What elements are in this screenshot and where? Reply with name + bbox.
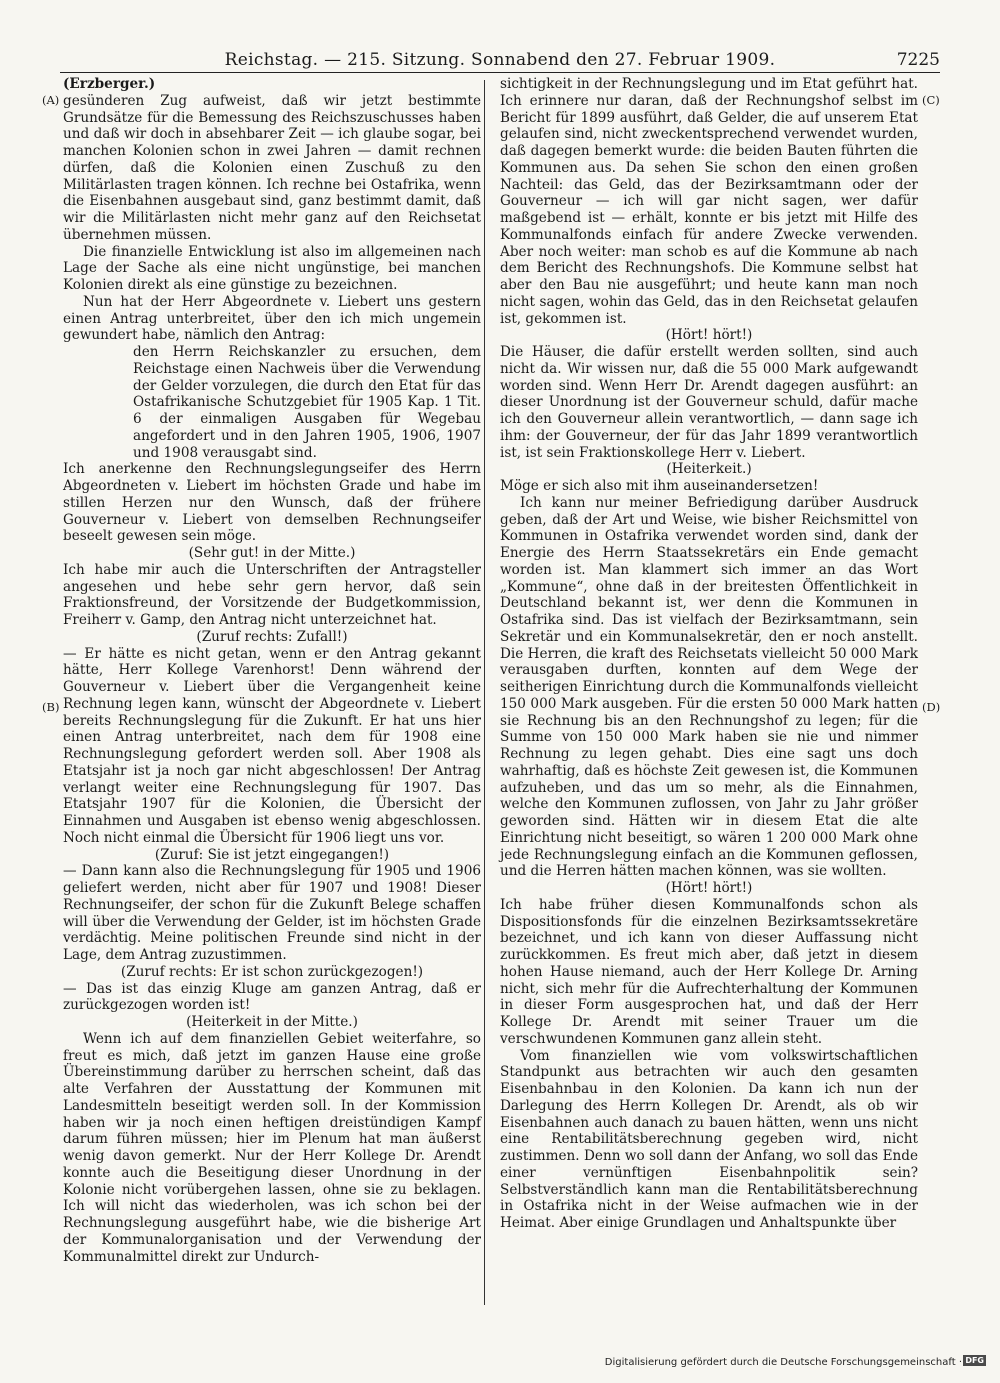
running-header	[60, 48, 940, 73]
digitization-credit: Digitalisierung gefördert durch die Deutsche Forschungsgemeinschaft ·	[604, 1357, 962, 1368]
column-divider	[484, 80, 485, 1305]
interjection: (Hört! hört!)	[665, 880, 753, 896]
paragraph: Nun hat der Herr Abgeordnete v. Liebert uns gestern einen Antrag unterbreitet, über den ich mich ungemein gewundert habe, nämlich den Antrag:	[63, 293, 481, 344]
paragraph: Die finanzielle Entwicklung ist also im allgemeinen nach Lage der Sache als eine nicht ungünstige, bei manchen Kolonien direkt als eine günstige zu bezeichnen.	[63, 243, 481, 293]
interjection: (Heiterkeit in der Mitte.)	[186, 1014, 358, 1030]
paragraph: Ich habe mir auch die Unterschriften der Antragsteller angesehen und hebe sehr gern hervor, daß sein Fraktionsfreund, der Vorsitzende der Budgetkommission, Freiherr v. Gamp, den Antrag nicht unterzeichnet hat.	[63, 561, 481, 628]
interjection: (Zuruf rechts: Zufall!)	[196, 628, 348, 645]
page-number: 7225	[896, 50, 940, 70]
interjection: (Heiterkeit.)	[666, 461, 752, 478]
paragraph: — Dann kann also die Rechnungslegung für 1905 und 1906 geliefert werden, nicht aber für 1907 und 1908! Dieser Rechnungseifer, der schon für die Zukunft Belege schaffen will über die Verwendung der Gelder, ist im höchsten Grade verdächtig. Meine politischen Freunde sind nicht in der Lage, dem Antrag zuzustimmen.	[63, 863, 481, 963]
paragraph: Möge er sich also mit ihm auseinandersetzen!	[500, 478, 819, 494]
interjection: (Zuruf rechts: Er ist schon zurückgezogen!)	[120, 963, 424, 980]
paragraph: Ich anerkenne den Rechnungslegungseifer des Herrn Abgeordneten v. Liebert im höchsten Grade und habe im stillen Herzen nur den Wunsch, daß der frühere Gouverneur v. Liebert von demselben Rechnungseifer beseelt gewesen sein möge.	[63, 461, 481, 545]
paragraph: Ich habe früher diesen Kommunalfonds schon als Dispositionsfonds für die einzelnen Bezirksamtssekretäre bezeichnet, und ich kann von dieser Auffassung nicht zurückkommen. Es freut mich aber, daß jetzt in diesem hohen Hause niemand, auch der Herr Kollege Dr. Arning nicht, sich mehr für die Aufrechterhaltung der Kommunen in dieser Form ausgesprochen hat, und daß der Herr Kollege Dr. Arendt mit seiner Trauer um die verschwundenen Kommunen ganz allein steht.	[500, 896, 918, 1047]
interjection: (Hört! hört!)	[665, 327, 753, 344]
paragraph: — Er hätte es nicht getan, wenn er den Antrag gekannt hätte, Herr Kollege Varenhorst! Denn während der Gouverneur v. Liebert über die Vergangenheit keine Rechnung legen kann, wünscht der Abgeordnete v. Liebert bereits Rechnungslegung für die Zukunft. Er hat uns hier einen Antrag unterbreitet, nach dem für 1908 eine Rechnungslegung gefordert werden soll. Aber 1908 als Etatsjahr ist ja noch gar nicht abgeschlossen! Der Antrag verlangt weiter eine Rechnungslegung für 1907. Das Etatsjahr 1907 für die Kolonien, die Übersicht der Einnahmen und Ausgaben ist ebenso wenig abgeschlossen. Noch nicht einmal die Übersicht für 1906 liegt uns vor.	[63, 645, 481, 846]
margin-marker-d: (D)	[922, 700, 941, 714]
paragraph: gesünderen Zug aufweist, daß wir jetzt bestimmte Grundsätze für die Bemessung des Reichszuschusses haben und daß wir doch in absehbarer Zeit — ich glaube sogar, bei manchen Kolonien schon in zwei Jahren — damit rechnen dürfen, daß die Kolonien einen Zuschuß zu den Militärlasten tragen können. Ich rechne bei Ostafrika, wenn die Eisenbahnen ausgebaut sind, ganz bestimmt damit, daß wir die Militärlasten nicht mehr ganz auf den Reichsetat übernehmen müssen.	[63, 92, 481, 243]
dfg-logo: DFG	[965, 1356, 984, 1365]
paragraph: Die Häuser, die dafür erstellt werden sollten, sind auch nicht da. Wir wissen nur, daß die 55 000 Mark aufgewandt worden sind. Wenn Herr Dr. Arendt dagegen ausführt: an dieser Unordnung ist der Gouverneur schuld, dafür mache ich den Gouverneur allein verantwortlich, — dann sage ich ihm: der Gouverneur, der für das Jahr 1899 verantwortlich ist, ist sein Fraktionskollege Herr v. Liebert.	[500, 344, 918, 461]
paragraph: sichtigkeit in der Rechnungslegung und im Etat geführt hat. Ich erinnere nur daran, daß der Rechnungshof selbst im Bericht für 1899 ausführt, daß Gelder, die auf unserem Etat gelaufen sind, nicht zweckentsprechend verwendet wurden, daß dagegen bemerkt wurde: die beiden Bauten führten die Kommunen aus. Da sehen Sie schon den einen großen Nachteil: das Geld, das der Bezirksamtmann oder der Gouverneur — ich will gar nicht sagen, wer dafür maßgebend ist — erhält, konnte er bis jetzt mit Hilfe des Kommunalfonds einfach für andere Zwecke verwenden. Aber noch weiter: man schob es auf die Kommune ab nach dem Bericht des Rechnungshofs. Die Kommune selbst hat aber den Bau nie ausgeführt; und heute kann man noch nicht sagen, wohin das Geld, das in den Reichsetat gelaufen ist, gekommen ist.	[500, 76, 918, 327]
running-title: Reichstag. — 215. Sitzung. Sonnabend den 27. Februar 1909.	[224, 50, 776, 70]
left-column	[63, 76, 481, 1265]
paragraph: — Das ist das einzig Kluge am ganzen Antrag, daß er zurückgezogen worden ist!	[63, 980, 481, 1014]
margin-marker-c: (C)	[922, 93, 940, 107]
right-column	[500, 76, 918, 1232]
paragraph: Vom finanziellen wie vom volkswirtschaftlichen Standpunkt aus betrachten wir auch den gesamten Eisenbahnbau in den Kolonien. Da kann ich nun der Darlegung des Herrn Kollegen Dr. Arendt, als ob wir Eisenbahnen auch danach zu bauen hätten, wenn uns nicht eine Rentabilitätsberechnung gegeben wird, nicht zustimmen. Denn wo soll dann der Anfang, wo soll das Ende einer vernünftigen Eisenbahnpolitik sein? Selbstverständlich kann man die Rentabilitätsberechnung in Ostafrika nicht in der Weise aufmachen wie in der Heimat. Aber einige Grundlagen und Anhaltspunkte über	[500, 1047, 918, 1231]
paragraph: Ich kann nur meiner Befriedigung darüber Ausdruck geben, daß der Art und Weise, wie bisher Reichsmittel von Kommunen in Ostafrika verwendet worden sind, dank der Energie des Herrn Staatssekretärs ein Ende gemacht worden ist. Man klammert sich immer an das Wort „Kommune“, ohne daß in der breitesten Öffentlichkeit in Deutschland bekannt ist, wer denn die Kommunen in Ostafrika sind. Das ist vielfach der Bezirksamtmann, sein Sekretär und ein Kommunalsekretär, den er noch anstellt. Die Herren, die kraft des Reichsetats vielleicht 50 000 Mark verausgaben durften, konnten auf dem Wege der seitherigen Einrichtung durch die Kommunalfonds vielleicht 150 000 Mark ausgeben. Für die ersten 50 000 Mark hatten sie Rechnung bis an den Rechnungshof zu legen; für die Summe von 150 000 Mark haben sie nie und nimmer Rechnung zu legen gehabt. Dies eine sagt uns doch wahrhaftig, daß es höchste Zeit gewesen ist, die Kommunen aufzuheben, und das um so mehr, als die Einnahmen, welche den Kommunen zuflossen, von Jahr zu Jahr größer geworden sind. Hätten wir in diesem Etat die alte Einrichtung nicht beseitigt, so wären 1 200 000 Mark ohne jede Rechnungslegung einfach an die Kommunen geflossen, und die Herren hätten machen können, was sie wollten.	[500, 494, 918, 880]
margin-marker-b: (B)	[42, 700, 60, 714]
margin-marker-a: (A)	[42, 93, 60, 107]
interjection: (Zuruf: Sie ist jetzt eingegangen!)	[154, 846, 390, 863]
interjection: (Sehr gut! in der Mitte.)	[188, 545, 356, 561]
quoted-motion: den Herrn Reichskanzler zu ersuchen, dem Reichstage einen Nachweis über die Verwendung der Gelder vorzulegen, die durch den Etat für das Ostafrikanische Schutzgebiet für 1905 Kap. 1 Tit. 6 der einmaligen Ausgaben für Wegebau angefordert und in den Jahren 1905, 1906, 1907 und 1908 verausgabt sind.	[133, 344, 481, 461]
speaker-name: (Erzberger.)	[63, 76, 156, 92]
paragraph: Wenn ich auf dem finanziellen Gebiet weiterfahre, so freut es mich, daß jetzt im ganzen Hause eine große Übereinstimmung darüber zu herrschen scheint, daß das alte Verfahren der Ausstattung der Kommunen mit Landesmitteln beseitigt werden soll. In der Kommission haben wir ja noch einen heftigen dreistündigen Kampf darum führen müssen; hier im Plenum hat man äußerst wenig davon gemerkt. Nur der Herr Kollege Dr. Arendt konnte auch die Beseitigung dieser Unordnung in der Kolonie nicht vorübergehen lassen, ohne sie zu beklagen. Ich will nicht das wiederholen, was ich schon bei der Rechnungslegung ausgeführt habe, wie die bisherige Art der Kommunalorganisation und der Verwendung der Kommunalmittel direkt zur Undurch-	[63, 1030, 481, 1265]
